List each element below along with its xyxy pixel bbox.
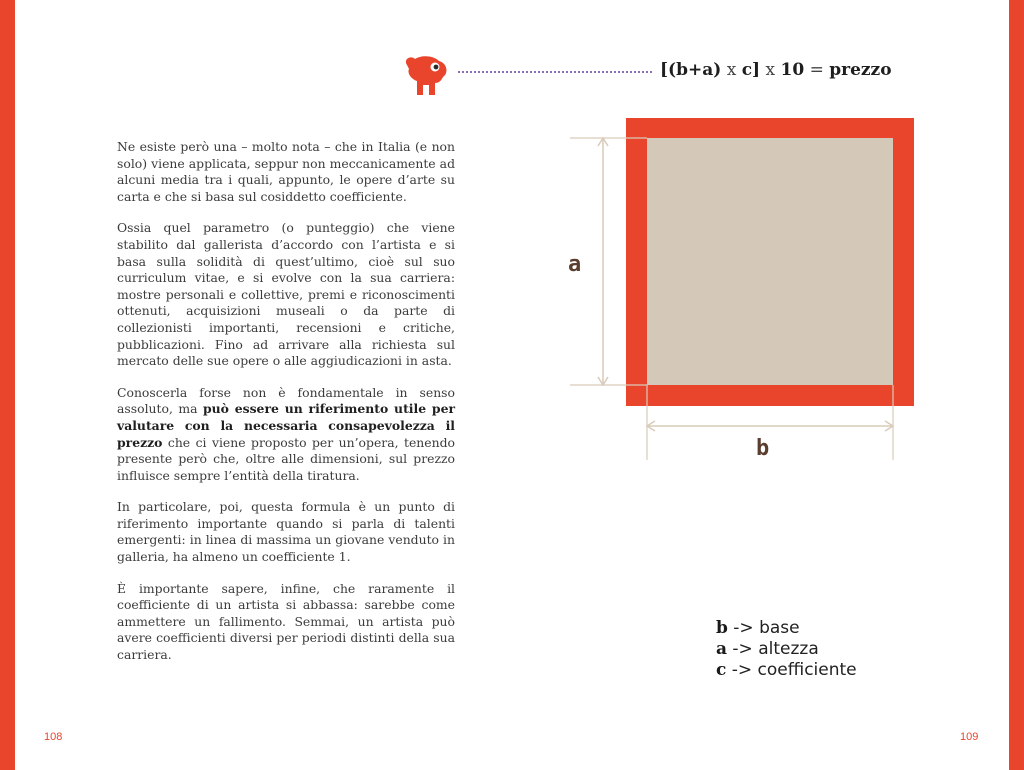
- legend-item-coefficient: [716, 660, 857, 681]
- legend-key: b: [716, 618, 728, 638]
- body-text-column: [117, 139, 455, 679]
- page-number-right: 109: [960, 731, 979, 743]
- formula-part-ba: [(b+a): [660, 60, 722, 80]
- paragraph-3-bold: può essere un riferimento utile per valutare con la necessaria consapevolezza il prezzo: [117, 401, 455, 450]
- formula-part-c: c]: [741, 60, 761, 80]
- dimension-lines: [560, 110, 920, 470]
- price-formula: [660, 60, 892, 80]
- paragraph-2: Ossia quel parametro (o punteggio) che viene stabilito dal gallerista d’accordo con l’artista e si basa sulla solidità di quest’ultimo, cioè sul suo curriculum vitae, e si evolve con la sua carriera: mostre personali e collettive, premi e riconoscimenti ottenuti, acquisizioni museali o da parte di collezionisti importanti, recensioni e critiche, pubblicazioni. Fino ad arrivare alla richiesta sul mercato delle sue opere o alle aggiudicazioni in asta.: [117, 220, 455, 369]
- formula-equals: =: [809, 60, 824, 80]
- legend-key: a: [716, 639, 728, 659]
- legend-item-base: [716, 618, 857, 639]
- legend: [716, 618, 857, 681]
- formula-result: prezzo: [829, 60, 892, 80]
- right-page-edge: [1009, 0, 1024, 770]
- formula-times-1: x: [726, 60, 737, 80]
- paragraph-3-end: che ci viene proposto per un’opera, tenendo presente però che, oltre alle dimensioni, sul prezzo influisce sempre l’entità della tiratura.: [117, 434, 455, 483]
- legend-text: -> coefficiente: [726, 660, 857, 680]
- dotted-leader-line: [458, 71, 652, 73]
- formula-times-2: x: [765, 60, 776, 80]
- paragraph-3-start: Conoscerla forse non è fondamentale in senso assoluto, ma: [117, 384, 455, 417]
- mascot-icon: [401, 53, 451, 97]
- paragraph-5: È importante sapere, infine, che raramente il coefficiente di un artista si abbassa: sarebbe come ammettere un fallimento. Semmai, un artista può avere coefficienti diversi per periodi distinti della sua carriera.: [117, 580, 455, 663]
- paragraph-4: In particolare, poi, questa formula è un punto di riferimento importante quando si parla di talenti emergenti: in linea di massima un giovane venduto in galleria, ha almeno un coefficiente 1.: [117, 499, 455, 565]
- legend-key: c: [716, 660, 727, 680]
- legend-text: -> altezza: [727, 639, 819, 659]
- base-label: b: [756, 436, 770, 461]
- formula-ten: 10: [780, 60, 805, 80]
- left-page-edge: [0, 0, 15, 770]
- height-label: a: [568, 252, 582, 277]
- paragraph-3: [117, 385, 455, 485]
- legend-item-height: [716, 639, 857, 660]
- paragraph-1: Ne esiste però una – molto nota – che in Italia (e non solo) viene applicata, seppur non meccanicamente ad alcuni media tra i quali, appunto, le opere d’arte su carta e che si basa sul cosiddetto coefficiente.: [117, 139, 455, 204]
- page-number-left: 108: [44, 731, 63, 743]
- artwork-diagram: [560, 110, 920, 470]
- legend-text: -> base: [727, 618, 800, 638]
